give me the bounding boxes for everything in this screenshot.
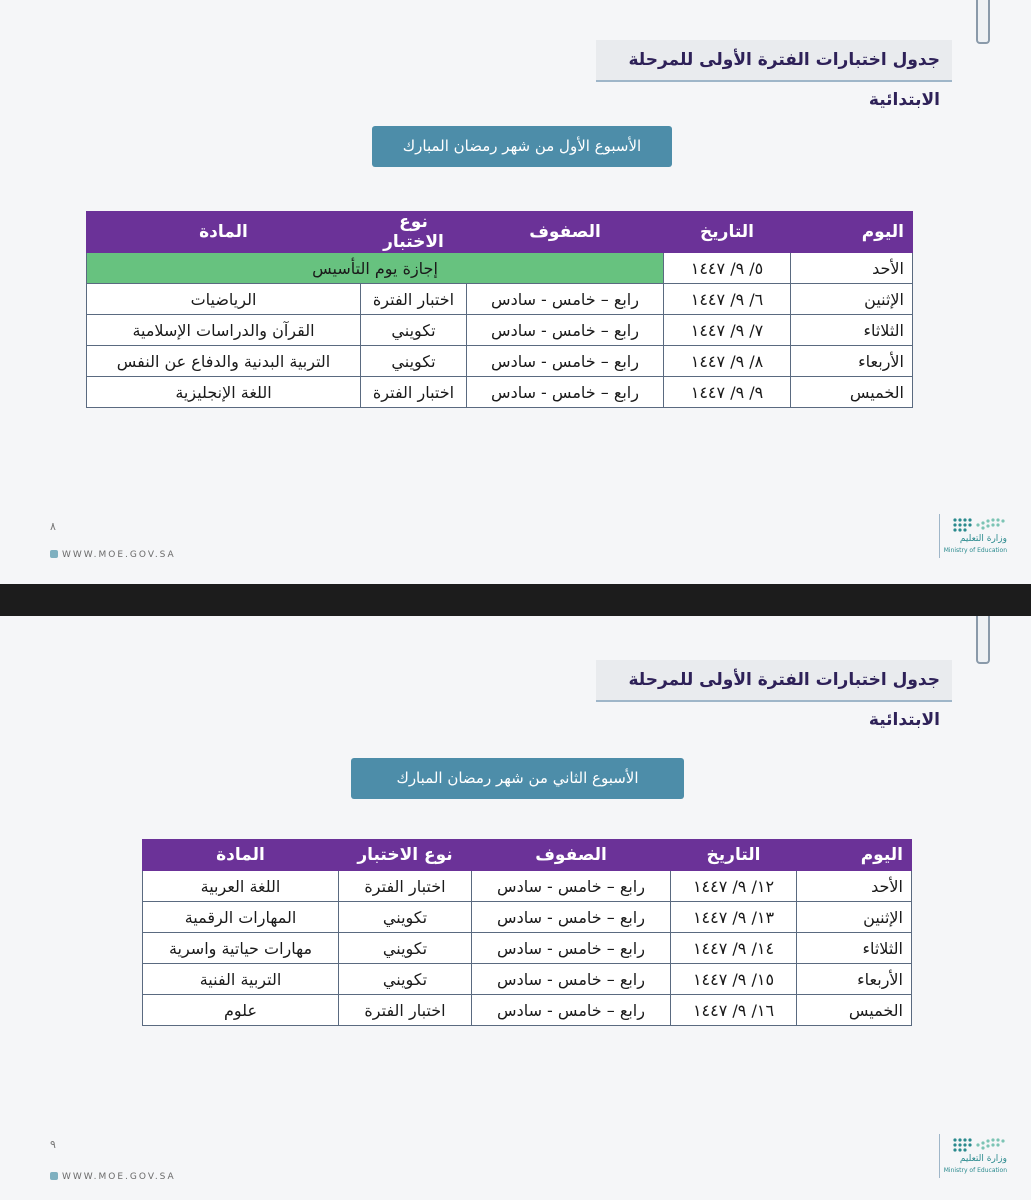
date-cell: ١٣/ ٩/ ١٤٤٧ — [671, 902, 797, 933]
page-title: جدول اختبارات الفترة الأولى للمرحلة الابتدائية — [596, 660, 952, 702]
subject-cell: اللغة العربية — [143, 871, 339, 902]
header-day: اليوم — [797, 840, 912, 871]
logo-text-en: Ministry of Education — [943, 1167, 1007, 1174]
day-cell: الخميس — [797, 995, 912, 1026]
subject-cell: التربية البدنية والدفاع عن النفس — [87, 346, 361, 377]
date-cell: ١٤/ ٩/ ١٤٤٧ — [671, 933, 797, 964]
table-row — [143, 902, 912, 933]
moe-logo-icon — [951, 516, 1007, 532]
header-type: نوع الاختبار — [339, 840, 472, 871]
logo-text-ar: وزارة التعليم — [959, 534, 1007, 544]
day-cell: الثلاثاء — [797, 933, 912, 964]
day-cell: الأحد — [797, 871, 912, 902]
day-cell: الأحد — [791, 253, 913, 284]
schedule-table-week-1 — [86, 211, 913, 408]
grades-cell: رابع – خامس - سادس — [467, 315, 664, 346]
grades-cell: رابع – خامس - سادس — [472, 871, 671, 902]
type-cell: تكويني — [339, 964, 472, 995]
table-header-row — [87, 212, 913, 253]
type-cell: تكويني — [339, 902, 472, 933]
slide-page-8 — [0, 0, 1031, 584]
table-row — [143, 995, 912, 1026]
type-cell: اختبار الفترة — [339, 871, 472, 902]
header-subject: المادة — [143, 840, 339, 871]
table-row — [143, 871, 912, 902]
day-cell: الإثنين — [791, 284, 913, 315]
day-cell: الإثنين — [797, 902, 912, 933]
table-row — [87, 377, 913, 408]
table-row — [87, 346, 913, 377]
slide-separator — [0, 584, 1031, 616]
grades-cell: رابع – خامس - سادس — [467, 284, 664, 315]
subject-cell: علوم — [143, 995, 339, 1026]
day-cell: الأربعاء — [797, 964, 912, 995]
grades-cell: رابع – خامس - سادس — [467, 377, 664, 408]
type-cell: تكويني — [339, 933, 472, 964]
table-row — [143, 964, 912, 995]
header-grades: الصفوف — [472, 840, 671, 871]
date-cell: ١٢/ ٩/ ١٤٤٧ — [671, 871, 797, 902]
scrollbar-handle[interactable] — [976, 0, 990, 44]
header-date: التاريخ — [671, 840, 797, 871]
type-cell: اختبار الفترة — [339, 995, 472, 1026]
subject-cell: المهارات الرقمية — [143, 902, 339, 933]
type-cell: تكويني — [361, 315, 467, 346]
slide-page-9 — [0, 616, 1031, 1200]
grades-cell: رابع – خامس - سادس — [472, 902, 671, 933]
header-date: التاريخ — [664, 212, 791, 253]
table-row — [87, 253, 913, 284]
logo-text-en: Ministry of Education — [943, 547, 1007, 554]
subject-cell: القرآن والدراسات الإسلامية — [87, 315, 361, 346]
moe-logo — [939, 1134, 1009, 1178]
subject-cell: التربية الفنية — [143, 964, 339, 995]
grades-cell: رابع – خامس - سادس — [467, 346, 664, 377]
table-row — [143, 933, 912, 964]
header-type: نوع الاختبار — [361, 212, 467, 253]
header-day: اليوم — [791, 212, 913, 253]
subject-cell: الرياضيات — [87, 284, 361, 315]
logo-divider — [939, 1134, 940, 1178]
logo-text-ar: وزارة التعليم — [959, 1154, 1007, 1164]
web-icon — [50, 550, 58, 558]
day-cell: الخميس — [791, 377, 913, 408]
grades-cell: رابع – خامس - سادس — [472, 995, 671, 1026]
schedule-table-week-2 — [142, 839, 912, 1026]
type-cell: اختبار الفترة — [361, 377, 467, 408]
date-cell: ١٦/ ٩/ ١٤٤٧ — [671, 995, 797, 1026]
subject-cell: مهارات حياتية واسرية — [143, 933, 339, 964]
web-icon — [50, 1172, 58, 1180]
page-number: ٨ — [50, 520, 56, 533]
header-grades: الصفوف — [467, 212, 664, 253]
date-cell: ٨/ ٩/ ١٤٤٧ — [664, 346, 791, 377]
week-1-label: الأسبوع الأول من شهر رمضان المبارك — [372, 126, 672, 167]
subject-cell: اللغة الإنجليزية — [87, 377, 361, 408]
table-header-row — [143, 840, 912, 871]
date-cell: ٦/ ٩/ ١٤٤٧ — [664, 284, 791, 315]
grades-cell: رابع – خامس - سادس — [472, 964, 671, 995]
table-row — [87, 284, 913, 315]
date-cell: ٧/ ٩/ ١٤٤٧ — [664, 315, 791, 346]
scrollbar-handle[interactable] — [976, 616, 990, 664]
day-cell: الأربعاء — [791, 346, 913, 377]
date-cell: ٩/ ٩/ ١٤٤٧ — [664, 377, 791, 408]
moe-logo-icon — [951, 1136, 1007, 1152]
date-cell: ٥/ ٩/ ١٤٤٧ — [664, 253, 791, 284]
moe-logo — [939, 514, 1009, 558]
page-number: ٩ — [50, 1138, 56, 1151]
footer-url[interactable] — [50, 550, 176, 560]
holiday-cell: إجازة يوم التأسيس — [87, 253, 664, 284]
day-cell: الثلاثاء — [791, 315, 913, 346]
footer-url-text: WWW.MOE.GOV.SA — [62, 1172, 176, 1182]
table-row — [87, 315, 913, 346]
footer-url[interactable] — [50, 1172, 176, 1182]
type-cell: تكويني — [361, 346, 467, 377]
logo-divider — [939, 514, 940, 558]
week-2-label: الأسبوع الثاني من شهر رمضان المبارك — [351, 758, 684, 799]
type-cell: اختبار الفترة — [361, 284, 467, 315]
header-subject: المادة — [87, 212, 361, 253]
footer-url-text: WWW.MOE.GOV.SA — [62, 550, 176, 560]
grades-cell: رابع – خامس - سادس — [472, 933, 671, 964]
date-cell: ١٥/ ٩/ ١٤٤٧ — [671, 964, 797, 995]
page-title: جدول اختبارات الفترة الأولى للمرحلة الابتدائية — [596, 40, 952, 82]
